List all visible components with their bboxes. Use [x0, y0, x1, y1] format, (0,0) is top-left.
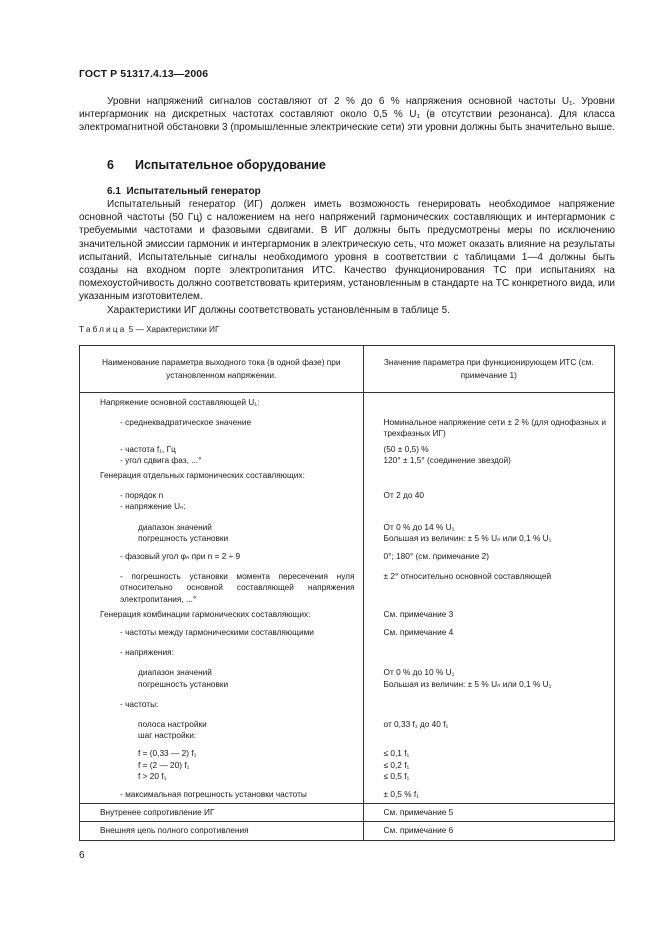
- order-value: От 2 до 40: [383, 490, 424, 501]
- voltage-label: - напряжение Uₙ:: [120, 501, 186, 512]
- angle-value: 120° ± 1,5° (соединение звездой): [383, 454, 511, 465]
- table-caption-title: 5 — Характеристики ИГ: [126, 325, 220, 334]
- step2-value: ≤ 0,2 f₁: [383, 759, 410, 770]
- freq-value: (50 ± 0,5) %: [383, 443, 429, 454]
- band-label: полоса настройки: [138, 719, 207, 730]
- order-label: - порядок n: [120, 490, 164, 501]
- table-caption-word: Таблица: [79, 325, 127, 334]
- comb-accuracy-value: Большая из величин: ± 5 % Uₙ или 0,1 % U₁: [383, 678, 552, 689]
- table-row-internal: [80, 804, 615, 822]
- page-number: 6: [79, 850, 85, 861]
- band-value: от 0,33 f₁ до 40 f₁: [383, 718, 449, 729]
- subsection-number: 6.1: [107, 186, 121, 197]
- internal-value: См. примечание 5: [363, 804, 614, 822]
- comb-range-value: От 0 % до 10 % U₁: [383, 667, 455, 678]
- frequencies-label: - частоты:: [120, 698, 159, 709]
- external-label: Внешняя цепь полного сопротивления: [80, 822, 364, 840]
- characteristics-table: [79, 345, 615, 841]
- angle-label: - угол сдвига фаз, ...°: [120, 454, 202, 465]
- step3-label: f > 20 f₁: [138, 770, 167, 781]
- max-error-label: - максимальная погрешность установки частоты: [120, 789, 307, 800]
- freqs-between-label: - частоты между гармоническими составляющими: [120, 627, 314, 638]
- table-row-main: [80, 393, 615, 804]
- freq-label: - частота f₁, Гц: [120, 443, 176, 454]
- col1-header: Наименование параметра выходного тока (в одной фазе) при установленном напряжении.: [80, 346, 364, 393]
- characteristics-paragraph: Характеристики ИГ должны соответствовать установленным в таблице 5.: [107, 305, 450, 316]
- rms-value: Номинальное напряжение сети ± 2 % (для однофазных и трехфазных ИГ): [383, 417, 606, 439]
- harm-accuracy-label: погрешность установки: [138, 532, 229, 543]
- rms-label: - среднеквадратическое значение: [120, 417, 252, 428]
- max-error-value: ± 0,5 % f₁: [383, 788, 420, 799]
- step3-value: ≤ 0,5 f₁: [383, 770, 410, 781]
- step-label: шаг настройки:: [138, 730, 197, 741]
- generator-paragraph: Испытательный генератор (ИГ) должен иметь возможность генерировать необходимое напряжение основной частоты (50 Гц) с наложением на него напряжений гармонических составляющих и интергармоник с требуемыми частотами и фазовыми сдвигами. В ИГ должны быть предусмотрены меры по исключению значительной эмиссии гармоник и интергармоник в электрическую сеть, что может оказать влияние на результаты испытаний. Испытательные сигналы необходимого уровня в соответствии с таблицами 1—4 должны быть созданы на входном порте электропитания ИТС. Качество функционирования ТС при испытаниях на помехоустойчивость должно соответствовать критериям, установленным в стандарте на ТС конкретного вида, или указанным изготовителем.: [79, 199, 615, 303]
- combination-title-value: См. примечание 3: [383, 608, 454, 619]
- harmonics-title: Генерация отдельных гармонических составляющих:: [100, 470, 305, 480]
- phase-value: 0°; 180° (см. примечание 2): [383, 550, 489, 561]
- subsection-title: Испытательный генератор: [126, 186, 261, 197]
- combination-title: Генерация комбинации гармонических составляющих:: [100, 608, 311, 619]
- step2-label: f = (2 — 20) f₁: [138, 759, 190, 770]
- harm-accuracy-value: Большая из величин: ± 5 % Uₙ или 0,1 % U₁: [383, 532, 552, 543]
- external-value: См. примечание 6: [363, 822, 614, 840]
- section-title: Испытательное оборудование: [135, 158, 326, 172]
- section-number: 6: [107, 158, 114, 172]
- comb-accuracy-label: погрешность установки: [138, 678, 229, 689]
- internal-label: Внутренее сопротивление ИГ: [80, 804, 364, 822]
- parameter-column: [80, 393, 364, 804]
- step1-value: ≤ 0,1 f₁: [383, 748, 410, 759]
- voltages-label: - напряжения:: [120, 647, 174, 658]
- zero-crossing-value: ± 2° относительно основной составляющей: [383, 571, 552, 582]
- zero-crossing-label: - погрешность установки момента пересечения нуля относительно основной составляющей напряжения электропитания, ...°: [120, 571, 355, 604]
- value-column: [363, 393, 614, 804]
- intro-paragraph: Уровни напряжений сигналов составляют от 2 % до 6 % напряжения основной частоты U₁. Уровни интергармоник на дискретных частотах составляют около 0,5 % U₁ (в отсутствии резонанса). Для класса электромагнитной обстановки 3 (промышленные электрические сети) эти уровни должны быть значительно выше.: [79, 96, 615, 134]
- phase-label: - фазовый угол φₙ при n = 2 ÷ 9: [120, 551, 241, 562]
- harm-range-label: диапазон значений: [138, 521, 212, 532]
- section-heading: [79, 158, 326, 172]
- fundamental-title: Напряжение основной составляющей U₁:: [100, 397, 260, 407]
- col2-header: Значение параметра при функционирующем ИТС (см. примечание 1): [363, 346, 614, 393]
- comb-range-label: диапазон значений: [138, 667, 212, 678]
- subsection-heading: [107, 186, 261, 197]
- freqs-between-value: См. примечание 4: [383, 626, 454, 637]
- table-caption: [79, 325, 219, 334]
- harm-range-value: От 0 % до 14 % U₁: [383, 521, 455, 532]
- step1-label: f = (0,33 — 2) f₁: [138, 748, 197, 759]
- table-row-external: [80, 822, 615, 840]
- document-header: ГОСТ Р 51317.4.13—2006: [79, 68, 209, 80]
- table-header-row: [80, 346, 615, 393]
